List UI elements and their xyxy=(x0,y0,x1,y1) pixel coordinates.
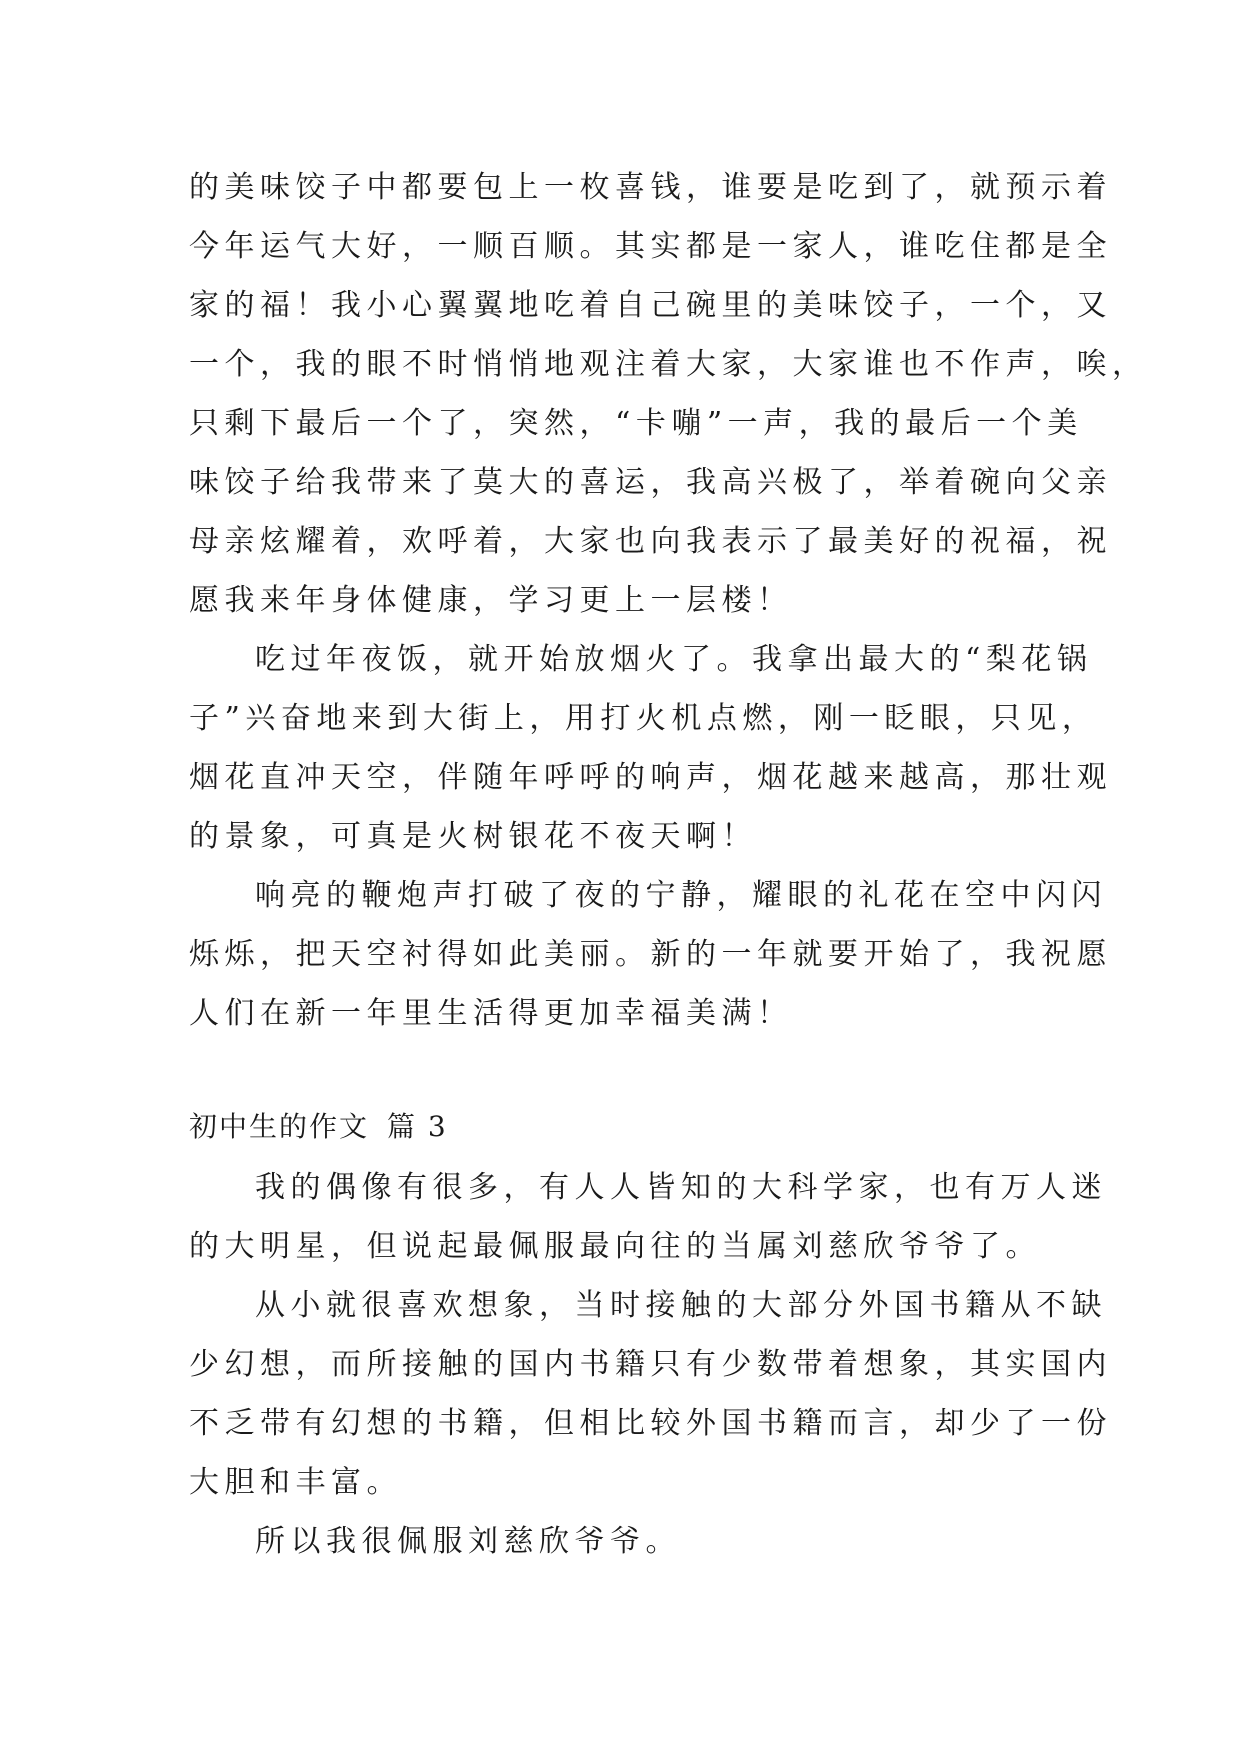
document-page xyxy=(189,158,1148,1571)
text-line: 的美味饺子中都要包上一枚喜钱，谁要是吃到了，就预示着 xyxy=(189,170,1112,205)
text-line: 今年运气大好，一顺百顺。其实都是一家人，谁吃住都是全 xyxy=(189,229,1112,264)
text-line: 大胆和丰富。 xyxy=(189,1465,402,1500)
paragraph-conclusion xyxy=(189,1512,1069,1571)
text-line: 愿我来年身体健康，学习更上一层楼！ xyxy=(189,583,793,618)
text-line: 响亮的鞭炮声打破了夜的宁静，耀眼的礼花在空中闪闪 xyxy=(255,878,1107,913)
text-line: 吃过年夜饭，就开始放烟火了。我拿出最大的“梨花锅 xyxy=(255,642,1093,677)
paragraph-imagination xyxy=(189,1276,1112,1512)
text-line: 所以我很佩服刘慈欣爷爷。 xyxy=(255,1524,681,1559)
text-line: 人们在新一年里生活得更加幸福美满！ xyxy=(189,996,793,1031)
text-line: 的大明星，但说起最佩服最向往的当属刘慈欣爷爷了。 xyxy=(189,1229,1041,1264)
text-line: 我的偶像有很多，有人人皆知的大科学家，也有万人迷 xyxy=(255,1170,1107,1205)
text-line: 只剩下最后一个了，突然，“卡嘣”一声，我的最后一个美 xyxy=(189,406,1083,441)
section-heading xyxy=(189,1095,1069,1158)
text-line: 从小就很喜欢想象，当时接触的大部分外国书籍从不缺 xyxy=(255,1288,1107,1323)
text-line: 烁烁，把天空衬得如此美丽。新的一年就要开始了，我祝愿 xyxy=(189,937,1112,972)
text-line: 母亲炫耀着，欢呼着，大家也向我表示了最美好的祝福，祝 xyxy=(189,524,1112,559)
paragraph-idol-intro xyxy=(189,1158,1107,1276)
text-line: 少幻想，而所接触的国内书籍只有少数带着想象，其实国内 xyxy=(189,1347,1112,1382)
text-line: 家的福！我小心翼翼地吃着自己碗里的美味饺子，一个，又 xyxy=(189,288,1112,323)
text-line: 烟花直冲天空，伴随年呼呼的响声，烟花越来越高，那壮观 xyxy=(189,760,1112,795)
section-gap xyxy=(189,1043,1069,1095)
heading-title: 初中生的作文 xyxy=(189,1110,370,1143)
text-line: 的景象，可真是火树银花不夜天啊！ xyxy=(189,819,757,854)
text-line: 子”兴奋地来到大街上，用打火机点燃，刚一眨眼，只见， xyxy=(189,701,1098,736)
heading-number: 篇 3 xyxy=(387,1110,448,1143)
paragraph-family-dumplings xyxy=(189,158,1148,630)
paragraph-new-year-wish xyxy=(189,866,1112,1043)
text-line: 一个，我的眼不时悄悄地观注着大家，大家谁也不作声，唉， xyxy=(189,347,1148,382)
text-line: 不乏带有幻想的书籍，但相比较外国书籍而言，却少了一份 xyxy=(189,1406,1112,1441)
paragraph-fireworks xyxy=(189,630,1112,866)
text-line: 味饺子给我带来了莫大的喜运，我高兴极了，举着碗向父亲 xyxy=(189,465,1112,500)
